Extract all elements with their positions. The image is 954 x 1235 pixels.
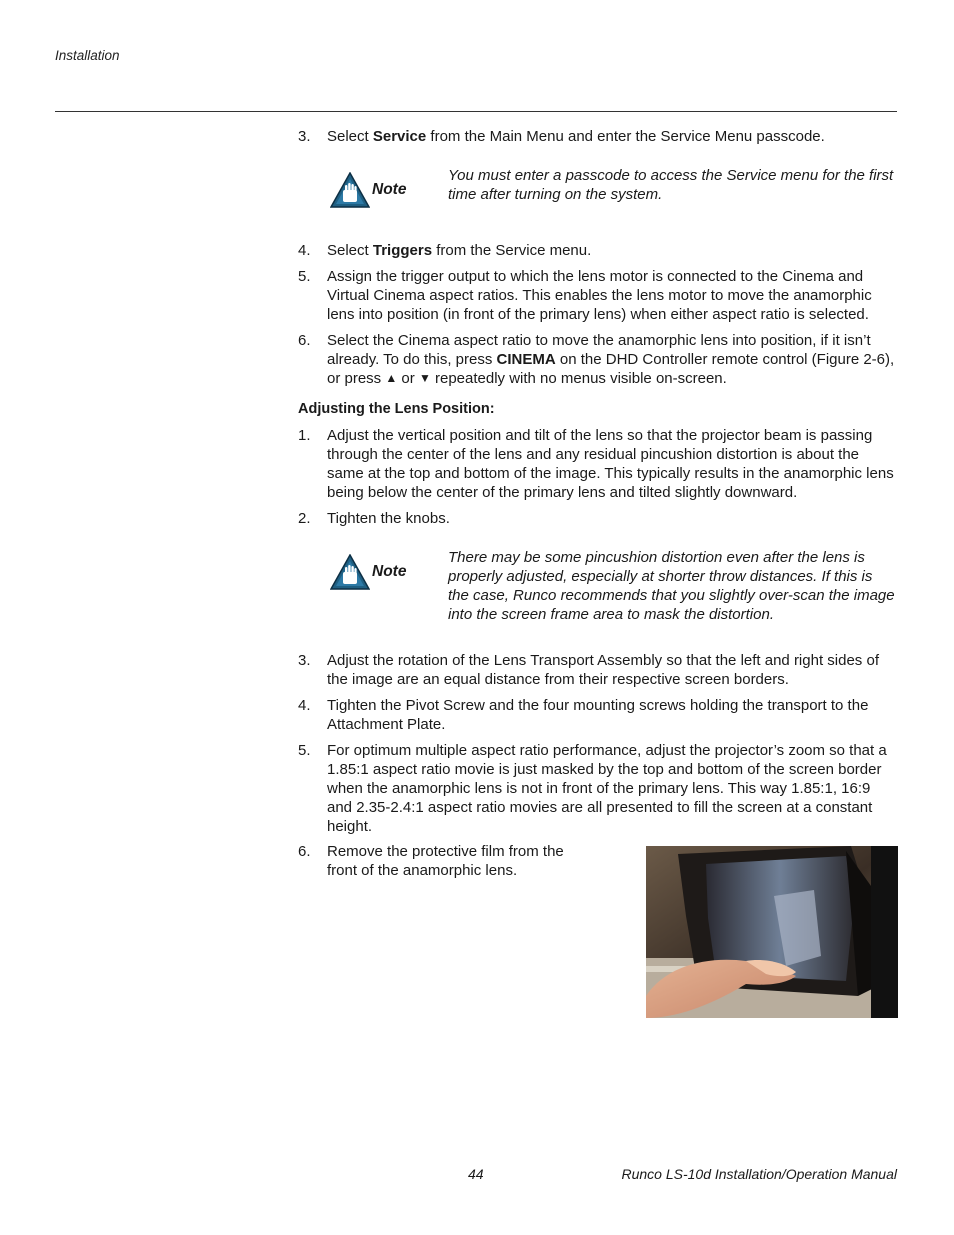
step-number: 4.: [298, 697, 311, 714]
note-hand-icon: [330, 554, 370, 590]
step-text: Adjust the rotation of the Lens Transport Assembly so that the left and right sides of the image are an equal distance from their respective screen borders.: [327, 652, 879, 688]
subheading-lens-position: Adjusting the Lens Position:: [298, 401, 495, 417]
step-number: 3.: [298, 652, 311, 669]
step-5-zoom: [298, 741, 896, 836]
step-3-service: [298, 127, 896, 146]
step-text: Tighten the Pivot Screw and the four mounting screws holding the transport to the Attachment Plate.: [327, 697, 869, 733]
note-text: You must enter a passcode to access the Service menu for the first time after turning on the system.: [448, 167, 894, 203]
step-3-rotation: [298, 651, 896, 689]
lens-film-photo: [646, 846, 898, 1018]
step-2-tighten-knobs: [298, 509, 896, 528]
header-rule: [55, 111, 897, 112]
step-number: 5.: [298, 268, 311, 285]
step-text: Tighten the knobs.: [327, 510, 450, 527]
step-4-triggers: [298, 241, 896, 260]
step-number: 5.: [298, 742, 311, 759]
note-passcode: [330, 166, 896, 204]
step-number: 6.: [298, 332, 311, 349]
step-number: 6.: [298, 843, 311, 860]
section-label: Installation: [55, 48, 120, 63]
step-4-pivot-screw: [298, 696, 896, 734]
step-6-cinema-aspect: [298, 331, 896, 389]
step-number: 1.: [298, 427, 311, 444]
down-arrow-icon: ▼: [418, 371, 431, 385]
step-5-assign-trigger: [298, 267, 896, 324]
step-text: Select the Cinema aspect ratio to move the anamorphic lens into position, if it isn’t already. To do this, press CINEMA on the DHD Controller remote control (Figure 2-6), or press ▲ or ▼ repeatedly with no menus visible on-screen.: [327, 332, 895, 387]
page-number: 44: [468, 1166, 484, 1182]
step-text: Select Triggers from the Service menu.: [327, 242, 592, 259]
step-6-remove-film: [298, 842, 588, 880]
note-pincushion: [330, 548, 896, 624]
step-text: For optimum multiple aspect ratio performance, adjust the projector’s zoom so that a 1.85:1 aspect ratio movie is just masked by the top and bottom of the screen border when the anamorphic lens is not in front of the primary lens. This way 1.85:1, 16:9 and 2.35-2.4:1 aspect ratio movies are all presented to fill the screen at a constant height.: [327, 742, 887, 835]
note-hand-icon: [330, 172, 370, 208]
step-text: Assign the trigger output to which the lens motor is connected to the Cinema and Virtual Cinema aspect ratios. This enables the lens motor to move the anamorphic lens into position (in front of the primary lens) when either aspect ratio is selected.: [327, 268, 872, 323]
step-text: Adjust the vertical position and tilt of the lens so that the projector beam is passing through the center of the lens and any residual pincushion distortion is about the same at the top and bottom of the image. This typically results in the anamorphic lens being below the center of the primary lens and tilted slightly downward.: [327, 427, 894, 501]
note-label: Note: [372, 181, 407, 198]
note-text: There may be some pincushion distortion even after the lens is properly adjusted, especially at shorter throw distances. If this is the case, Runco recommends that you slightly over-scan the image into the screen frame area to mask the distortion.: [448, 549, 895, 623]
note-label: Note: [372, 563, 407, 580]
step-text: Remove the protective film from the front of the anamorphic lens.: [327, 843, 564, 879]
step-number: 4.: [298, 242, 311, 259]
manual-title: Runco LS-10d Installation/Operation Manual: [621, 1166, 897, 1182]
step-number: 3.: [298, 128, 311, 145]
step-text: Select Service from the Main Menu and enter the Service Menu passcode.: [327, 128, 825, 145]
up-arrow-icon: ▲: [385, 371, 398, 385]
step-number: 2.: [298, 510, 311, 527]
step-1-adjust-vertical: [298, 426, 896, 502]
